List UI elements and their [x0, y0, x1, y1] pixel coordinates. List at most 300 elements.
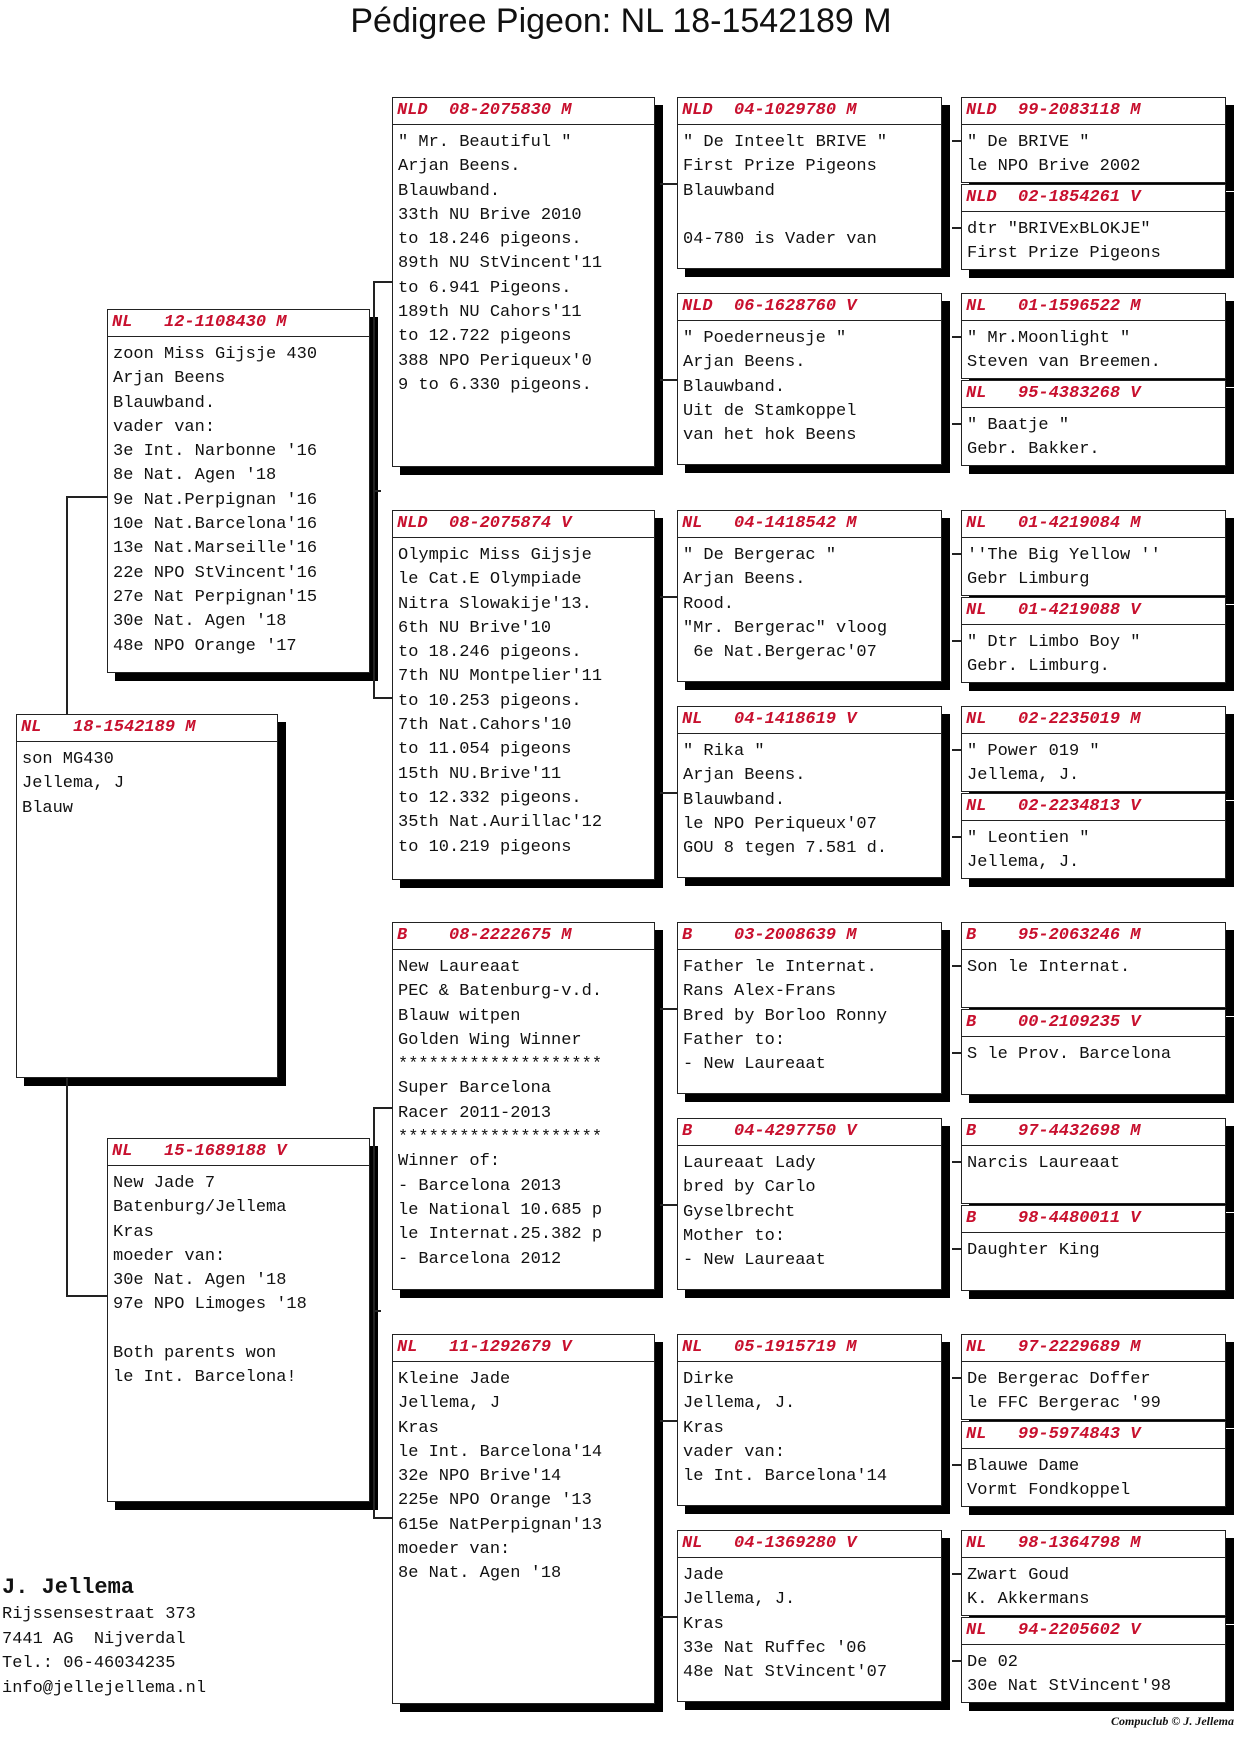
pigeon-details: [962, 212, 1225, 267]
detail-line: Arjan Beens.: [683, 353, 806, 373]
detail-line: Arjan Beens.: [683, 766, 806, 786]
ring-header: [393, 98, 654, 125]
ring-country: B: [966, 1122, 977, 1141]
detail-line: Jellema, J.: [683, 1590, 796, 1610]
pigeon-card-g5: [961, 510, 1226, 596]
detail-line: Father to:: [683, 1030, 786, 1050]
ring-header: [962, 381, 1225, 408]
detail-line: 8e Nat. Agen '18: [398, 1564, 562, 1584]
owner-info: [2, 1573, 302, 1701]
detail-line: Zwart Goud: [967, 1566, 1070, 1585]
ring-number: 05-1915719 M: [734, 1338, 857, 1357]
footer-credit: Compuclub © J. Jellema: [1111, 1714, 1234, 1728]
ring-number: 99-5974843 V: [1018, 1425, 1141, 1444]
detail-line: " De BRIVE ": [967, 133, 1090, 152]
pigeon-details: [962, 1233, 1225, 1263]
pedigree-connector: [373, 1517, 392, 1519]
pigeon-details: [962, 1146, 1225, 1176]
detail-line: " De Bergerac ": [683, 546, 837, 565]
ring-header: [962, 707, 1225, 734]
detail-line: zoon Miss Gijsje 430: [113, 345, 318, 364]
detail-line: Super Barcelona: [398, 1079, 552, 1099]
pigeon-details: [678, 1558, 941, 1685]
pedigree-connector: [952, 1052, 961, 1054]
pigeon-details: [393, 950, 654, 1272]
detail-line: Winner of:: [398, 1152, 501, 1172]
pedigree-connector: [952, 965, 961, 967]
detail-line: K. Akkermans: [967, 1590, 1090, 1610]
ring-header: [108, 310, 369, 337]
detail-line: le FFC Bergerac '99: [967, 1394, 1161, 1414]
ring-country: NLD: [682, 101, 713, 120]
pigeon-card-subject: [16, 714, 278, 1078]
ring-country: NL: [966, 1425, 987, 1444]
detail-line: " De Inteelt BRIVE ": [683, 133, 888, 152]
pigeon-card-dsd: [677, 1118, 942, 1290]
pigeon-card-ssd: [677, 293, 942, 465]
detail-line: Gebr. Bakker.: [967, 440, 1100, 460]
ring-header: [962, 1422, 1225, 1449]
detail-line: Kleine Jade: [398, 1370, 511, 1389]
ring-country: NL: [397, 1338, 418, 1357]
detail-line: 9e Nat.Perpignan '16: [113, 490, 318, 510]
detail-line: 615e NatPerpignan'13: [398, 1515, 603, 1535]
detail-line: 225e NPO Orange '13: [398, 1491, 592, 1511]
ring-header: [962, 511, 1225, 538]
ring-number: 04-1418619 V: [734, 710, 857, 729]
pigeon-card-dd: [392, 1334, 655, 1704]
detail-line: Both parents won: [113, 1344, 277, 1364]
detail-line: Jellema, J: [22, 774, 125, 794]
pigeon-details: [678, 950, 941, 1077]
detail-line: ********************: [398, 1128, 603, 1148]
detail-line: Blauwband.: [683, 790, 786, 810]
detail-line: Dirke: [683, 1370, 735, 1389]
detail-line: to 11.054 pigeons: [398, 740, 572, 760]
detail-line: ********************: [398, 1055, 603, 1075]
pigeon-card-ddd: [677, 1530, 942, 1702]
ring-header: [678, 98, 941, 125]
detail-line: " Poederneusje ": [683, 329, 847, 348]
ring-number: 98-1364798 M: [1018, 1534, 1141, 1553]
detail-line: Vormt Fondkoppel: [967, 1481, 1131, 1501]
ring-country: B: [682, 1122, 693, 1141]
detail-line: Kras: [113, 1222, 154, 1242]
pigeon-details: [962, 1449, 1225, 1504]
ring-country: NL: [966, 1338, 987, 1357]
detail-line: le Int. Barcelona!: [113, 1368, 297, 1388]
detail-line: ''The Big Yellow '': [967, 546, 1161, 565]
pigeon-card-sss: [677, 97, 942, 269]
detail-line: Olympic Miss Gijsje: [398, 546, 592, 565]
detail-line: Blauwband.: [113, 393, 216, 413]
detail-line: Daughter King: [967, 1241, 1100, 1260]
pedigree-connector: [373, 1310, 381, 1312]
pigeon-card-sire: [107, 309, 370, 673]
detail-line: le Cat.E Olympiade: [398, 570, 582, 590]
ring-number: 12-1108430 M: [164, 313, 287, 332]
ring-number: 01-4219084 M: [1018, 514, 1141, 533]
detail-line: to 6.941 Pigeons.: [398, 278, 572, 298]
pedigree-connector: [952, 1161, 961, 1163]
pigeon-card-g15: [961, 1530, 1226, 1616]
detail-line: Gyselbrecht: [683, 1202, 796, 1222]
owner-name: J. Jellema: [2, 1575, 135, 1600]
ring-header: [678, 1119, 941, 1146]
detail-line: " Baatje ": [967, 416, 1070, 435]
ring-header: [962, 598, 1225, 625]
ring-country: NL: [966, 601, 987, 620]
pedigree-connector: [952, 227, 961, 229]
detail-line: 6e Nat.Bergerac'07: [683, 643, 877, 663]
detail-line: " Power 019 ": [967, 742, 1100, 761]
ring-header: [108, 1139, 369, 1166]
pigeon-details: [678, 321, 941, 448]
pedigree-connector: [952, 836, 961, 838]
ring-country: NL: [966, 384, 987, 403]
pedigree-connector: [373, 1107, 392, 1109]
owner-email: info@jellejellema.nl: [2, 1678, 207, 1698]
detail-line: dtr "BRIVExBLOKJE": [967, 220, 1151, 239]
detail-line: to 18.246 pigeons.: [398, 230, 582, 250]
detail-line: Uit de Stamkoppel: [683, 401, 857, 421]
pedigree-connector: [660, 183, 677, 185]
pedigree-connector: [952, 553, 961, 555]
ring-header: [678, 1335, 941, 1362]
detail-line: 33th NU Brive 2010: [398, 205, 582, 225]
ring-header: [678, 1531, 941, 1558]
detail-line: " Mr.Moonlight ": [967, 329, 1131, 348]
detail-line: Son le Internat.: [967, 958, 1131, 977]
pigeon-details: [962, 1362, 1225, 1417]
pedigree-connector: [373, 697, 392, 699]
pigeon-details: [962, 408, 1225, 463]
ring-country: NLD: [966, 188, 997, 207]
detail-line: - Barcelona 2012: [398, 1249, 562, 1269]
detail-line: Jellema, J: [398, 1394, 501, 1414]
ring-country: B: [966, 1013, 977, 1032]
pedigree-connector: [660, 1616, 677, 1618]
pigeon-card-g4: [961, 380, 1226, 466]
ring-header: [962, 794, 1225, 821]
detail-line: 10e Nat.Barcelona'16: [113, 515, 318, 535]
detail-line: 35th Nat.Aurillac'12: [398, 813, 603, 833]
pigeon-card-ss: [392, 97, 655, 467]
detail-line: le Int. Barcelona'14: [398, 1442, 603, 1462]
pigeon-card-dam: [107, 1138, 370, 1502]
ring-number: 18-1542189 M: [73, 718, 196, 737]
detail-line: van het hok Beens: [683, 426, 857, 446]
ring-header: [678, 923, 941, 950]
pedigree-connector: [660, 792, 677, 794]
pigeon-details: [393, 1362, 654, 1587]
pigeon-details: [678, 1362, 941, 1489]
detail-line: Blauw witpen: [398, 1006, 521, 1026]
detail-line: Laureaat Lady: [683, 1154, 816, 1173]
pigeon-details: [678, 734, 941, 861]
ring-number: 04-1418542 M: [734, 514, 857, 533]
detail-line: Blauwband: [683, 181, 775, 201]
pigeon-card-g2: [961, 184, 1226, 270]
detail-line: Jellema, J.: [967, 766, 1080, 786]
owner-phone: Tel.: 06-46034235: [2, 1654, 176, 1673]
detail-line: " Leontien ": [967, 829, 1090, 848]
detail-line: Blauw: [22, 798, 74, 818]
owner-city: 7441 AG Nijverdal: [2, 1629, 186, 1649]
pedigree-connector: [660, 1204, 677, 1206]
pigeon-details: [108, 337, 369, 659]
detail-line: Kras: [683, 1418, 724, 1438]
ring-number: 98-4480011 V: [1018, 1209, 1141, 1228]
ring-country: NL: [21, 718, 42, 737]
detail-line: GOU 8 tegen 7.581 d.: [683, 839, 888, 859]
detail-line: De Bergerac Doffer: [967, 1370, 1151, 1389]
ring-number: 03-2008639 M: [734, 926, 857, 945]
pigeon-card-g1: [961, 97, 1226, 183]
ring-country: NL: [966, 514, 987, 533]
pigeon-details: [678, 1146, 941, 1273]
detail-line: Bred by Borloo Ronny: [683, 1006, 888, 1026]
detail-line: bred by Carlo: [683, 1178, 816, 1198]
ring-header: [962, 1206, 1225, 1233]
detail-line: to 10.219 pigeons: [398, 837, 572, 857]
detail-line: [683, 204, 941, 228]
ring-country: B: [682, 926, 693, 945]
pedigree-connector: [66, 496, 68, 714]
detail-line: moeder van:: [113, 1246, 226, 1266]
ring-number: 95-4383268 V: [1018, 384, 1141, 403]
detail-line: " Dtr Limbo Boy ": [967, 633, 1141, 652]
detail-line: Narcis Laureaat: [967, 1154, 1121, 1173]
ring-country: NLD: [397, 101, 428, 120]
detail-line: 9 to 6.330 pigeons.: [398, 375, 592, 395]
detail-line: le NPO Periqueux'07: [683, 814, 877, 834]
detail-line: New Laureaat: [398, 958, 521, 977]
pigeon-details: [962, 1645, 1225, 1700]
detail-line: S le Prov. Barcelona: [967, 1045, 1172, 1064]
pedigree-connector: [952, 140, 961, 142]
ring-country: B: [966, 926, 977, 945]
detail-line: to 10.253 pigeons.: [398, 691, 582, 711]
pigeon-card-g10: [961, 1009, 1226, 1095]
pedigree-connector: [952, 640, 961, 642]
pedigree-connector: [952, 423, 961, 425]
pedigree-connector: [66, 1078, 68, 1297]
ring-country: NLD: [682, 297, 713, 316]
pigeon-details: [393, 125, 654, 398]
ring-number: 94-2205602 V: [1018, 1621, 1141, 1640]
pigeon-details: [108, 1166, 369, 1391]
ring-number: 15-1689188 V: [164, 1142, 287, 1161]
detail-line: Gebr Limburg: [967, 570, 1090, 590]
detail-line: Father le Internat.: [683, 958, 877, 977]
ring-number: 95-2063246 M: [1018, 926, 1141, 945]
ring-country: NL: [682, 1338, 703, 1357]
detail-line: vader van:: [113, 417, 216, 437]
detail-line: Blauwband.: [398, 181, 501, 201]
ring-header: [678, 707, 941, 734]
pigeon-card-g16: [961, 1617, 1226, 1703]
pigeon-card-g6: [961, 597, 1226, 683]
pigeon-details: [962, 821, 1225, 876]
detail-line: Racer 2011-2013: [398, 1103, 552, 1123]
detail-line: 30e Nat. Agen '18: [113, 612, 287, 632]
detail-line: First Prize Pigeons: [683, 157, 877, 177]
ring-country: NL: [966, 797, 987, 816]
ring-number: 01-4219088 V: [1018, 601, 1141, 620]
pigeon-details: [962, 1037, 1225, 1067]
detail-line: 7th Nat.Cahors'10: [398, 716, 572, 736]
detail-line: "Mr. Bergerac" vloog: [683, 618, 888, 638]
detail-line: Arjan Beens.: [683, 570, 806, 590]
detail-line: 6th NU Brive'10: [398, 618, 552, 638]
detail-line: 189th NU Cahors'11: [398, 303, 582, 323]
pigeon-details: [962, 950, 1225, 980]
pigeon-card-ds: [392, 922, 655, 1290]
pigeon-details: [17, 742, 277, 821]
pigeon-card-g14: [961, 1421, 1226, 1507]
detail-line: Arjan Beens: [113, 369, 226, 389]
detail-line: le Int. Barcelona'14: [683, 1467, 888, 1487]
detail-line: " Mr. Beautiful ": [398, 133, 572, 152]
detail-line: moeder van:: [398, 1540, 511, 1560]
detail-line: son MG430: [22, 750, 114, 769]
detail-line: 89th NU StVincent'11: [398, 254, 603, 274]
ring-number: 02-2235019 M: [1018, 710, 1141, 729]
detail-line: Jellema, J.: [967, 853, 1080, 873]
pedigree-connector: [952, 1660, 961, 1662]
ring-country: NL: [966, 710, 987, 729]
ring-header: [393, 1335, 654, 1362]
pedigree-connector: [660, 1420, 677, 1422]
detail-line: Golden Wing Winner: [398, 1030, 582, 1050]
pedigree-connector: [373, 281, 392, 283]
detail-line: Batenburg/Jellema: [113, 1198, 287, 1218]
pigeon-details: [962, 125, 1225, 180]
pigeon-details: [962, 1558, 1225, 1613]
detail-line: Steven van Breemen.: [967, 353, 1161, 373]
detail-line: 33e Nat Ruffec '06: [683, 1638, 867, 1658]
detail-line: Blauwband.: [683, 377, 786, 397]
pigeon-card-g7: [961, 706, 1226, 792]
detail-line: 48e Nat StVincent'07: [683, 1663, 888, 1683]
pigeon-details: [962, 625, 1225, 680]
ring-number: 04-4297750 V: [734, 1122, 857, 1141]
detail-line: [113, 1318, 369, 1342]
detail-line: le Internat.25.382 p: [398, 1225, 603, 1245]
ring-country: B: [397, 926, 408, 945]
detail-line: Arjan Beens.: [398, 157, 521, 177]
ring-header: [393, 511, 654, 538]
detail-line: 13e Nat.Marseille'16: [113, 539, 318, 559]
ring-country: NL: [682, 1534, 703, 1553]
pedigree-connector: [660, 379, 677, 381]
pigeon-details: [393, 538, 654, 860]
ring-header: [962, 1618, 1225, 1645]
detail-line: 04-780 is Vader van: [683, 230, 877, 250]
ring-number: 97-2229689 M: [1018, 1338, 1141, 1357]
detail-line: to 12.722 pigeons: [398, 327, 572, 347]
pedigree-connector: [952, 1248, 961, 1250]
detail-line: 7th NU Montpelier'11: [398, 667, 603, 687]
ring-country: NL: [682, 710, 703, 729]
pigeon-card-sds: [677, 510, 942, 682]
ring-number: 99-2083118 M: [1018, 101, 1141, 120]
ring-number: 01-1596522 M: [1018, 297, 1141, 316]
detail-line: Blauwe Dame: [967, 1457, 1080, 1476]
detail-line: De 02: [967, 1653, 1019, 1672]
ring-country: B: [966, 1209, 977, 1228]
detail-line: 30e Nat. Agen '18: [113, 1271, 287, 1291]
detail-line: 30e Nat StVincent'98: [967, 1677, 1172, 1697]
ring-number: 06-1628760 V: [734, 297, 857, 316]
detail-line: Kras: [683, 1614, 724, 1634]
detail-line: - New Laureaat: [683, 1055, 826, 1075]
ring-number: 08-2075830 M: [449, 101, 572, 120]
pigeon-card-g11: [961, 1118, 1226, 1204]
detail-line: le NPO Brive 2002: [967, 157, 1141, 177]
pedigree-connector: [660, 1008, 677, 1010]
detail-line: - New Laureaat: [683, 1251, 826, 1271]
ring-country: NLD: [397, 514, 428, 533]
detail-line: Kras: [398, 1418, 439, 1438]
pigeon-card-g13: [961, 1334, 1226, 1420]
ring-header: [962, 1531, 1225, 1558]
ring-header: [962, 1010, 1225, 1037]
detail-line: 15th NU.Brive'11: [398, 764, 562, 784]
pedigree-connector: [660, 596, 677, 598]
pigeon-card-dds: [677, 1334, 942, 1506]
ring-country: NL: [966, 1621, 987, 1640]
detail-line: First Prize Pigeons: [967, 244, 1161, 264]
detail-line: 32e NPO Brive'14: [398, 1467, 562, 1487]
ring-header: [17, 715, 277, 742]
pigeon-card-sd: [392, 510, 655, 880]
pigeon-card-g8: [961, 793, 1226, 879]
ring-country: NL: [112, 1142, 133, 1161]
pedigree-connector: [66, 496, 107, 498]
detail-line: to 18.246 pigeons.: [398, 643, 582, 663]
pigeon-details: [962, 321, 1225, 376]
pedigree-connector: [373, 490, 381, 492]
ring-number: 04-1369280 V: [734, 1534, 857, 1553]
ring-country: NL: [966, 1534, 987, 1553]
ring-header: [678, 511, 941, 538]
pigeon-details: [962, 538, 1225, 593]
ring-header: [962, 1335, 1225, 1362]
detail-line: PEC & Batenburg-v.d.: [398, 982, 603, 1002]
ring-country: NL: [682, 514, 703, 533]
ring-country: NL: [112, 313, 133, 332]
detail-line: 8e Nat. Agen '18: [113, 466, 277, 486]
pigeon-details: [678, 125, 941, 252]
ring-country: NL: [966, 297, 987, 316]
detail-line: Rans Alex-Frans: [683, 982, 837, 1002]
owner-address: Rijssensestraat 373: [2, 1605, 196, 1624]
page-title: Pédigree Pigeon: NL 18-1542189 M: [350, 2, 892, 40]
detail-line: 22e NPO StVincent'16: [113, 563, 318, 583]
detail-line: 48e NPO Orange '17: [113, 636, 297, 656]
ring-number: 00-2109235 V: [1018, 1013, 1141, 1032]
ring-header: [962, 185, 1225, 212]
detail-line: to 12.332 pigeons.: [398, 788, 582, 808]
ring-number: 04-1029780 M: [734, 101, 857, 120]
ring-number: 11-1292679 V: [449, 1338, 572, 1357]
ring-header: [962, 294, 1225, 321]
ring-number: 97-4432698 M: [1018, 1122, 1141, 1141]
pigeon-card-g12: [961, 1205, 1226, 1291]
ring-number: 02-1854261 V: [1018, 188, 1141, 207]
